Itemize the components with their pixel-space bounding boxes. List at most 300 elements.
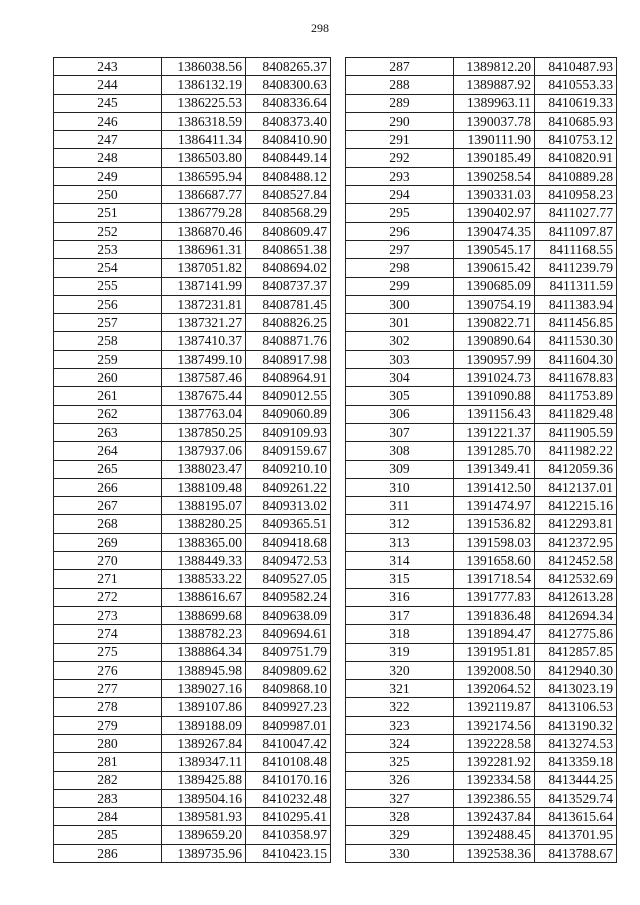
table-row (346, 204, 617, 222)
x-coordinate-cell: 1391598.03 (454, 533, 535, 551)
y-coordinate-cell: 8411168.55 (535, 240, 617, 258)
point-number-cell: 264 (54, 442, 162, 460)
table-row (346, 552, 617, 570)
point-number-cell: 313 (346, 533, 454, 551)
table-row (346, 680, 617, 698)
y-coordinate-cell: 8408449.14 (246, 149, 331, 167)
point-number-cell: 294 (346, 186, 454, 204)
table-row (54, 369, 331, 387)
table-row (54, 533, 331, 551)
y-coordinate-cell: 8410047.42 (246, 734, 331, 752)
point-number-cell: 259 (54, 350, 162, 368)
x-coordinate-cell: 1391894.47 (454, 625, 535, 643)
table-row (346, 167, 617, 185)
table-row (346, 240, 617, 258)
y-coordinate-cell: 8411678.83 (535, 369, 617, 387)
x-coordinate-cell: 1392437.84 (454, 808, 535, 826)
x-coordinate-cell: 1387937.06 (162, 442, 246, 460)
table-row (346, 808, 617, 826)
table-row (54, 442, 331, 460)
y-coordinate-cell: 8411905.59 (535, 423, 617, 441)
y-coordinate-cell: 8409261.22 (246, 478, 331, 496)
point-number-cell: 319 (346, 643, 454, 661)
table-row (54, 167, 331, 185)
table-row (54, 478, 331, 496)
x-coordinate-cell: 1390111.90 (454, 131, 535, 149)
y-coordinate-cell: 8409365.51 (246, 515, 331, 533)
point-number-cell: 286 (54, 844, 162, 862)
point-number-cell: 273 (54, 606, 162, 624)
table-row (346, 149, 617, 167)
point-number-cell: 328 (346, 808, 454, 826)
y-coordinate-cell: 8410958.23 (535, 186, 617, 204)
y-coordinate-cell: 8409868.10 (246, 680, 331, 698)
table-row (346, 661, 617, 679)
y-coordinate-cell: 8409987.01 (246, 716, 331, 734)
y-coordinate-cell: 8409694.61 (246, 625, 331, 643)
table-row (346, 222, 617, 240)
table-row (346, 606, 617, 624)
y-coordinate-cell: 8410170.16 (246, 771, 331, 789)
point-number-cell: 298 (346, 259, 454, 277)
y-coordinate-cell: 8410423.15 (246, 844, 331, 862)
x-coordinate-cell: 1391156.43 (454, 405, 535, 423)
y-coordinate-cell: 8411383.94 (535, 295, 617, 313)
point-number-cell: 295 (346, 204, 454, 222)
point-number-cell: 267 (54, 497, 162, 515)
page-number: 298 (311, 21, 329, 35)
point-number-cell: 291 (346, 131, 454, 149)
point-number-cell: 297 (346, 240, 454, 258)
table-row (54, 94, 331, 112)
x-coordinate-cell: 1389267.84 (162, 734, 246, 752)
table-row (346, 734, 617, 752)
x-coordinate-cell: 1386779.28 (162, 204, 246, 222)
x-coordinate-cell: 1390957.99 (454, 350, 535, 368)
x-coordinate-cell: 1392008.50 (454, 661, 535, 679)
table-row (346, 826, 617, 844)
x-coordinate-cell: 1391536.82 (454, 515, 535, 533)
y-coordinate-cell: 8408737.37 (246, 277, 331, 295)
y-coordinate-cell: 8408917.98 (246, 350, 331, 368)
table-row (346, 643, 617, 661)
point-number-cell: 280 (54, 734, 162, 752)
x-coordinate-cell: 1386132.19 (162, 76, 246, 94)
y-coordinate-cell: 8412372.95 (535, 533, 617, 551)
x-coordinate-cell: 1388699.68 (162, 606, 246, 624)
point-number-cell: 321 (346, 680, 454, 698)
table-row (346, 332, 617, 350)
y-coordinate-cell: 8411239.79 (535, 259, 617, 277)
table-row (346, 186, 617, 204)
y-coordinate-cell: 8410295.41 (246, 808, 331, 826)
table-row (346, 771, 617, 789)
table-row (54, 826, 331, 844)
point-number-cell: 251 (54, 204, 162, 222)
x-coordinate-cell: 1390402.97 (454, 204, 535, 222)
point-number-cell: 307 (346, 423, 454, 441)
x-coordinate-cell: 1388616.67 (162, 588, 246, 606)
x-coordinate-cell: 1387051.82 (162, 259, 246, 277)
x-coordinate-cell: 1387321.27 (162, 314, 246, 332)
y-coordinate-cell: 8413701.95 (535, 826, 617, 844)
table-row (346, 405, 617, 423)
point-number-cell: 282 (54, 771, 162, 789)
point-number-cell: 268 (54, 515, 162, 533)
point-number-cell: 318 (346, 625, 454, 643)
x-coordinate-cell: 1389735.96 (162, 844, 246, 862)
y-coordinate-cell: 8413190.32 (535, 716, 617, 734)
table-row (346, 112, 617, 130)
point-number-cell: 311 (346, 497, 454, 515)
y-coordinate-cell: 8409927.23 (246, 698, 331, 716)
table-row (346, 515, 617, 533)
table-row (54, 808, 331, 826)
table-row (346, 625, 617, 643)
table-row (54, 204, 331, 222)
x-coordinate-cell: 1390754.19 (454, 295, 535, 313)
x-coordinate-cell: 1388945.98 (162, 661, 246, 679)
x-coordinate-cell: 1390258.54 (454, 167, 535, 185)
y-coordinate-cell: 8410553.33 (535, 76, 617, 94)
table-row (346, 277, 617, 295)
y-coordinate-cell: 8412775.86 (535, 625, 617, 643)
point-number-cell: 283 (54, 789, 162, 807)
y-coordinate-cell: 8413615.64 (535, 808, 617, 826)
table-row (54, 350, 331, 368)
point-number-cell: 300 (346, 295, 454, 313)
x-coordinate-cell: 1386225.53 (162, 94, 246, 112)
x-coordinate-cell: 1387410.37 (162, 332, 246, 350)
x-coordinate-cell: 1388280.25 (162, 515, 246, 533)
point-number-cell: 301 (346, 314, 454, 332)
table-row (346, 58, 617, 76)
y-coordinate-cell: 8409472.53 (246, 552, 331, 570)
table-row (346, 497, 617, 515)
y-coordinate-cell: 8408781.45 (246, 295, 331, 313)
point-number-cell: 327 (346, 789, 454, 807)
point-number-cell: 262 (54, 405, 162, 423)
y-coordinate-cell: 8408964.91 (246, 369, 331, 387)
table-row (346, 259, 617, 277)
point-number-cell: 314 (346, 552, 454, 570)
y-coordinate-cell: 8413274.53 (535, 734, 617, 752)
x-coordinate-cell: 1391658.60 (454, 552, 535, 570)
y-coordinate-cell: 8408265.37 (246, 58, 331, 76)
table-row (346, 460, 617, 478)
y-coordinate-cell: 8411456.85 (535, 314, 617, 332)
x-coordinate-cell: 1386961.31 (162, 240, 246, 258)
y-coordinate-cell: 8409418.68 (246, 533, 331, 551)
y-coordinate-cell: 8412857.85 (535, 643, 617, 661)
x-coordinate-cell: 1390037.78 (454, 112, 535, 130)
x-coordinate-cell: 1387587.46 (162, 369, 246, 387)
point-number-cell: 263 (54, 423, 162, 441)
y-coordinate-cell: 8410753.12 (535, 131, 617, 149)
y-coordinate-cell: 8409751.79 (246, 643, 331, 661)
table-row (346, 94, 617, 112)
table-row (54, 789, 331, 807)
point-number-cell: 256 (54, 295, 162, 313)
x-coordinate-cell: 1390685.09 (454, 277, 535, 295)
x-coordinate-cell: 1392488.45 (454, 826, 535, 844)
point-number-cell: 310 (346, 478, 454, 496)
table-row (346, 588, 617, 606)
point-number-cell: 245 (54, 94, 162, 112)
point-number-cell: 306 (346, 405, 454, 423)
table-row (346, 698, 617, 716)
point-number-cell: 309 (346, 460, 454, 478)
y-coordinate-cell: 8408373.40 (246, 112, 331, 130)
point-number-cell: 277 (54, 680, 162, 698)
point-number-cell: 293 (346, 167, 454, 185)
x-coordinate-cell: 1386870.46 (162, 222, 246, 240)
y-coordinate-cell: 8411829.48 (535, 405, 617, 423)
x-coordinate-cell: 1391836.48 (454, 606, 535, 624)
point-number-cell: 316 (346, 588, 454, 606)
x-coordinate-cell: 1392119.87 (454, 698, 535, 716)
x-coordinate-cell: 1389188.09 (162, 716, 246, 734)
x-coordinate-cell: 1392228.58 (454, 734, 535, 752)
table-row (54, 570, 331, 588)
y-coordinate-cell: 8411604.30 (535, 350, 617, 368)
y-coordinate-cell: 8409638.09 (246, 606, 331, 624)
point-number-cell: 315 (346, 570, 454, 588)
y-coordinate-cell: 8408527.84 (246, 186, 331, 204)
table-row (346, 350, 617, 368)
table-row (346, 442, 617, 460)
x-coordinate-cell: 1391090.88 (454, 387, 535, 405)
x-coordinate-cell: 1388449.33 (162, 552, 246, 570)
point-number-cell: 265 (54, 460, 162, 478)
x-coordinate-cell: 1387675.44 (162, 387, 246, 405)
x-coordinate-cell: 1391024.73 (454, 369, 535, 387)
y-coordinate-cell: 8410108.48 (246, 753, 331, 771)
x-coordinate-cell: 1386411.34 (162, 131, 246, 149)
y-coordinate-cell: 8408651.38 (246, 240, 331, 258)
y-coordinate-cell: 8412452.58 (535, 552, 617, 570)
x-coordinate-cell: 1389887.92 (454, 76, 535, 94)
point-number-cell: 266 (54, 478, 162, 496)
point-number-cell: 272 (54, 588, 162, 606)
point-number-cell: 278 (54, 698, 162, 716)
point-number-cell: 296 (346, 222, 454, 240)
y-coordinate-cell: 8409582.24 (246, 588, 331, 606)
point-number-cell: 281 (54, 753, 162, 771)
point-number-cell: 270 (54, 552, 162, 570)
point-number-cell: 323 (346, 716, 454, 734)
y-coordinate-cell: 8410820.91 (535, 149, 617, 167)
point-number-cell: 244 (54, 76, 162, 94)
point-number-cell: 248 (54, 149, 162, 167)
point-number-cell: 289 (346, 94, 454, 112)
table-row (54, 552, 331, 570)
y-coordinate-cell: 8412137.01 (535, 478, 617, 496)
x-coordinate-cell: 1386503.80 (162, 149, 246, 167)
y-coordinate-cell: 8411753.89 (535, 387, 617, 405)
point-number-cell: 254 (54, 259, 162, 277)
point-number-cell: 249 (54, 167, 162, 185)
y-coordinate-cell: 8413106.53 (535, 698, 617, 716)
table-row (54, 643, 331, 661)
table-row (54, 423, 331, 441)
table-row (346, 76, 617, 94)
y-coordinate-cell: 8411097.87 (535, 222, 617, 240)
x-coordinate-cell: 1389107.86 (162, 698, 246, 716)
table-row (54, 753, 331, 771)
point-number-cell: 329 (346, 826, 454, 844)
point-number-cell: 290 (346, 112, 454, 130)
x-coordinate-cell: 1389504.16 (162, 789, 246, 807)
x-coordinate-cell: 1390545.17 (454, 240, 535, 258)
table-row (54, 588, 331, 606)
point-number-cell: 320 (346, 661, 454, 679)
x-coordinate-cell: 1389347.11 (162, 753, 246, 771)
table-row (346, 570, 617, 588)
table-row (54, 661, 331, 679)
point-number-cell: 312 (346, 515, 454, 533)
table-row (54, 405, 331, 423)
point-number-cell: 304 (346, 369, 454, 387)
table-row (54, 844, 331, 862)
x-coordinate-cell: 1389027.16 (162, 680, 246, 698)
point-number-cell: 276 (54, 661, 162, 679)
y-coordinate-cell: 8408568.29 (246, 204, 331, 222)
table-row (346, 295, 617, 313)
y-coordinate-cell: 8412059.36 (535, 460, 617, 478)
x-coordinate-cell: 1389963.11 (454, 94, 535, 112)
y-coordinate-cell: 8409060.89 (246, 405, 331, 423)
y-coordinate-cell: 8408488.12 (246, 167, 331, 185)
table-row (346, 478, 617, 496)
x-coordinate-cell: 1386038.56 (162, 58, 246, 76)
point-number-cell: 257 (54, 314, 162, 332)
point-number-cell: 308 (346, 442, 454, 460)
table-row (54, 240, 331, 258)
table-row (346, 789, 617, 807)
y-coordinate-cell: 8409809.62 (246, 661, 331, 679)
y-coordinate-cell: 8413529.74 (535, 789, 617, 807)
y-coordinate-cell: 8410619.33 (535, 94, 617, 112)
y-coordinate-cell: 8409527.05 (246, 570, 331, 588)
y-coordinate-cell: 8413444.25 (535, 771, 617, 789)
y-coordinate-cell: 8408826.25 (246, 314, 331, 332)
x-coordinate-cell: 1390185.49 (454, 149, 535, 167)
x-coordinate-cell: 1390615.42 (454, 259, 535, 277)
point-number-cell: 275 (54, 643, 162, 661)
y-coordinate-cell: 8413023.19 (535, 680, 617, 698)
table-row (54, 314, 331, 332)
y-coordinate-cell: 8410889.28 (535, 167, 617, 185)
x-coordinate-cell: 1389659.20 (162, 826, 246, 844)
x-coordinate-cell: 1388023.47 (162, 460, 246, 478)
point-number-cell: 317 (346, 606, 454, 624)
x-coordinate-cell: 1391718.54 (454, 570, 535, 588)
point-number-cell: 271 (54, 570, 162, 588)
point-number-cell: 246 (54, 112, 162, 130)
table-row (54, 295, 331, 313)
table-row (346, 387, 617, 405)
y-coordinate-cell: 8409109.93 (246, 423, 331, 441)
table-row (54, 112, 331, 130)
table-row (54, 277, 331, 295)
x-coordinate-cell: 1391777.83 (454, 588, 535, 606)
table-row (54, 76, 331, 94)
x-coordinate-cell: 1392334.58 (454, 771, 535, 789)
y-coordinate-cell: 8412694.34 (535, 606, 617, 624)
x-coordinate-cell: 1392538.36 (454, 844, 535, 862)
table-row (54, 58, 331, 76)
point-number-cell: 288 (346, 76, 454, 94)
y-coordinate-cell: 8411311.59 (535, 277, 617, 295)
table-row (54, 515, 331, 533)
x-coordinate-cell: 1387763.04 (162, 405, 246, 423)
y-coordinate-cell: 8412940.30 (535, 661, 617, 679)
table-row (54, 734, 331, 752)
y-coordinate-cell: 8412293.81 (535, 515, 617, 533)
x-coordinate-cell: 1390331.03 (454, 186, 535, 204)
y-coordinate-cell: 8409210.10 (246, 460, 331, 478)
point-number-cell: 274 (54, 625, 162, 643)
y-coordinate-cell: 8409012.55 (246, 387, 331, 405)
x-coordinate-cell: 1391474.97 (454, 497, 535, 515)
point-number-cell: 285 (54, 826, 162, 844)
point-number-cell: 302 (346, 332, 454, 350)
x-coordinate-cell: 1389812.20 (454, 58, 535, 76)
x-coordinate-cell: 1391349.41 (454, 460, 535, 478)
y-coordinate-cell: 8412215.16 (535, 497, 617, 515)
table-row (54, 497, 331, 515)
table-row (346, 314, 617, 332)
y-coordinate-cell: 8410358.97 (246, 826, 331, 844)
table-row (54, 680, 331, 698)
x-coordinate-cell: 1389581.93 (162, 808, 246, 826)
x-coordinate-cell: 1388365.00 (162, 533, 246, 551)
table-row (54, 222, 331, 240)
point-number-cell: 299 (346, 277, 454, 295)
point-number-cell: 255 (54, 277, 162, 295)
x-coordinate-cell: 1388195.07 (162, 497, 246, 515)
point-number-cell: 322 (346, 698, 454, 716)
y-coordinate-cell: 8410487.93 (535, 58, 617, 76)
table-row (54, 186, 331, 204)
table-row (54, 259, 331, 277)
point-number-cell: 284 (54, 808, 162, 826)
y-coordinate-cell: 8408609.47 (246, 222, 331, 240)
table-row (346, 533, 617, 551)
y-coordinate-cell: 8413788.67 (535, 844, 617, 862)
x-coordinate-cell: 1391412.50 (454, 478, 535, 496)
point-number-cell: 279 (54, 716, 162, 734)
point-number-cell: 303 (346, 350, 454, 368)
y-coordinate-cell: 8408694.02 (246, 259, 331, 277)
point-number-cell: 305 (346, 387, 454, 405)
point-number-cell: 261 (54, 387, 162, 405)
table-row (346, 844, 617, 862)
x-coordinate-cell: 1392064.52 (454, 680, 535, 698)
point-number-cell: 260 (54, 369, 162, 387)
x-coordinate-cell: 1387499.10 (162, 350, 246, 368)
y-coordinate-cell: 8412532.69 (535, 570, 617, 588)
x-coordinate-cell: 1392174.56 (454, 716, 535, 734)
table-row (54, 625, 331, 643)
point-number-cell: 287 (346, 58, 454, 76)
x-coordinate-cell: 1390890.64 (454, 332, 535, 350)
x-coordinate-cell: 1388109.48 (162, 478, 246, 496)
table-row (54, 698, 331, 716)
table-row (54, 771, 331, 789)
y-coordinate-cell: 8411027.77 (535, 204, 617, 222)
